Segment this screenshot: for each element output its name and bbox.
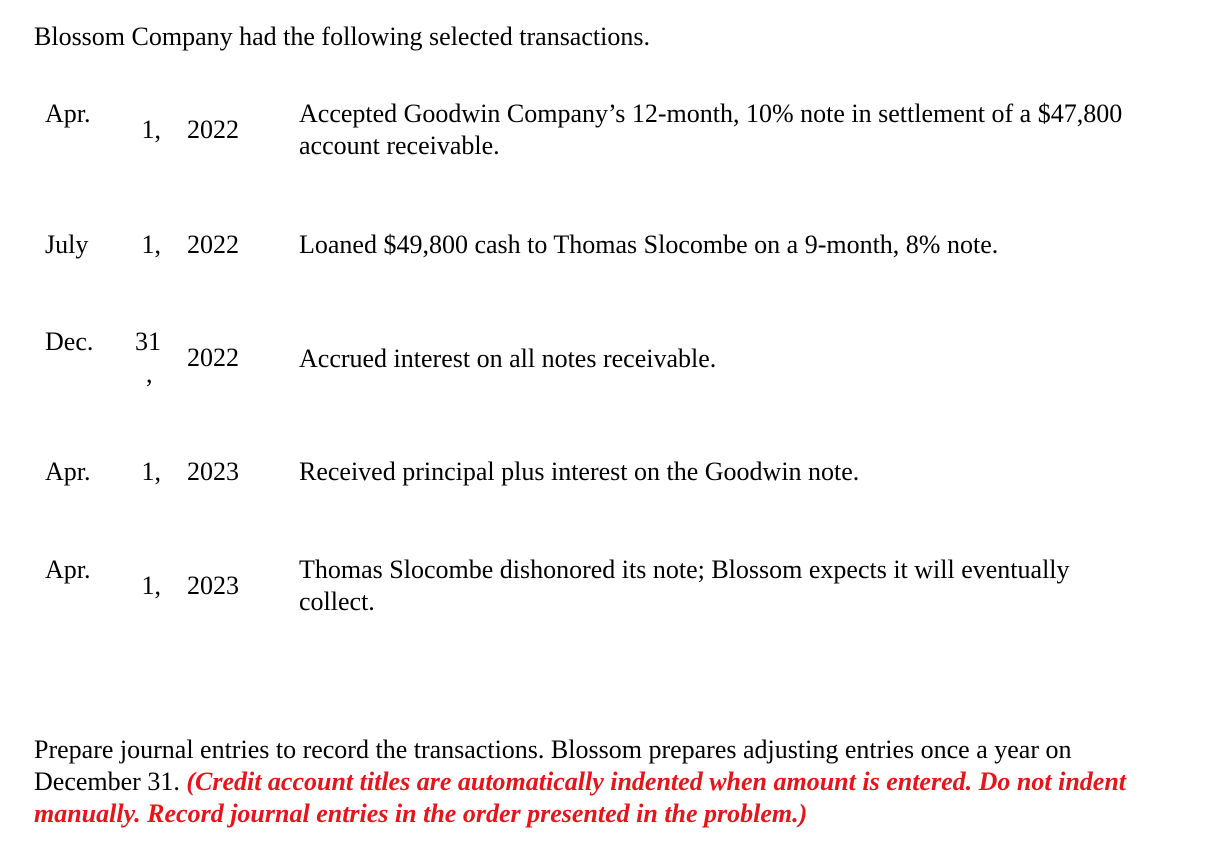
transaction-description: Loaned $49,800 cash to Thomas Slocombe on a 9-month, 8% note. <box>299 230 999 259</box>
transaction-day: 1, <box>141 457 161 486</box>
transaction-month: Apr. <box>45 99 91 128</box>
transaction-description: Accepted Goodwin Company’s 12-month, 10% note in settlement of a $47,800 account receivable. <box>299 99 1123 160</box>
transaction-month: Apr. <box>45 457 91 486</box>
transaction-month: July <box>45 230 89 259</box>
transaction-day: 1, <box>141 571 161 600</box>
intro-text: Blossom Company had the following selected transactions. <box>34 22 650 51</box>
transaction-year: 2023 <box>187 571 239 600</box>
instructions-text: Prepare journal entries to record the transactions. Blossom prepares adjusting entries once a year on December 31. <box>34 735 1072 796</box>
transaction-year: 2023 <box>187 457 239 486</box>
transaction-description: Thomas Slocombe dishonored its note; Blossom expects it will eventually collect. <box>299 555 1070 616</box>
transaction-day: 1, <box>141 230 161 259</box>
instructions <box>34 734 1144 830</box>
transaction-day: 1, <box>141 115 161 144</box>
transaction-month: Apr. <box>45 555 91 584</box>
transaction-day-comma: , <box>146 359 153 388</box>
transaction-description: Received principal plus interest on the Goodwin note. <box>299 457 860 486</box>
transaction-description: Accrued interest on all notes receivable. <box>299 344 717 373</box>
transaction-year: 2022 <box>187 343 239 372</box>
transaction-year: 2022 <box>187 115 239 144</box>
instructions-note: (Credit account titles are automatically indented when amount is entered. Do not indent manually. Record journal entries in the order presented in the problem.) <box>34 767 1126 828</box>
transaction-year: 2022 <box>187 230 239 259</box>
transaction-month: Dec. <box>45 327 94 356</box>
transaction-day: 31 <box>135 327 161 356</box>
